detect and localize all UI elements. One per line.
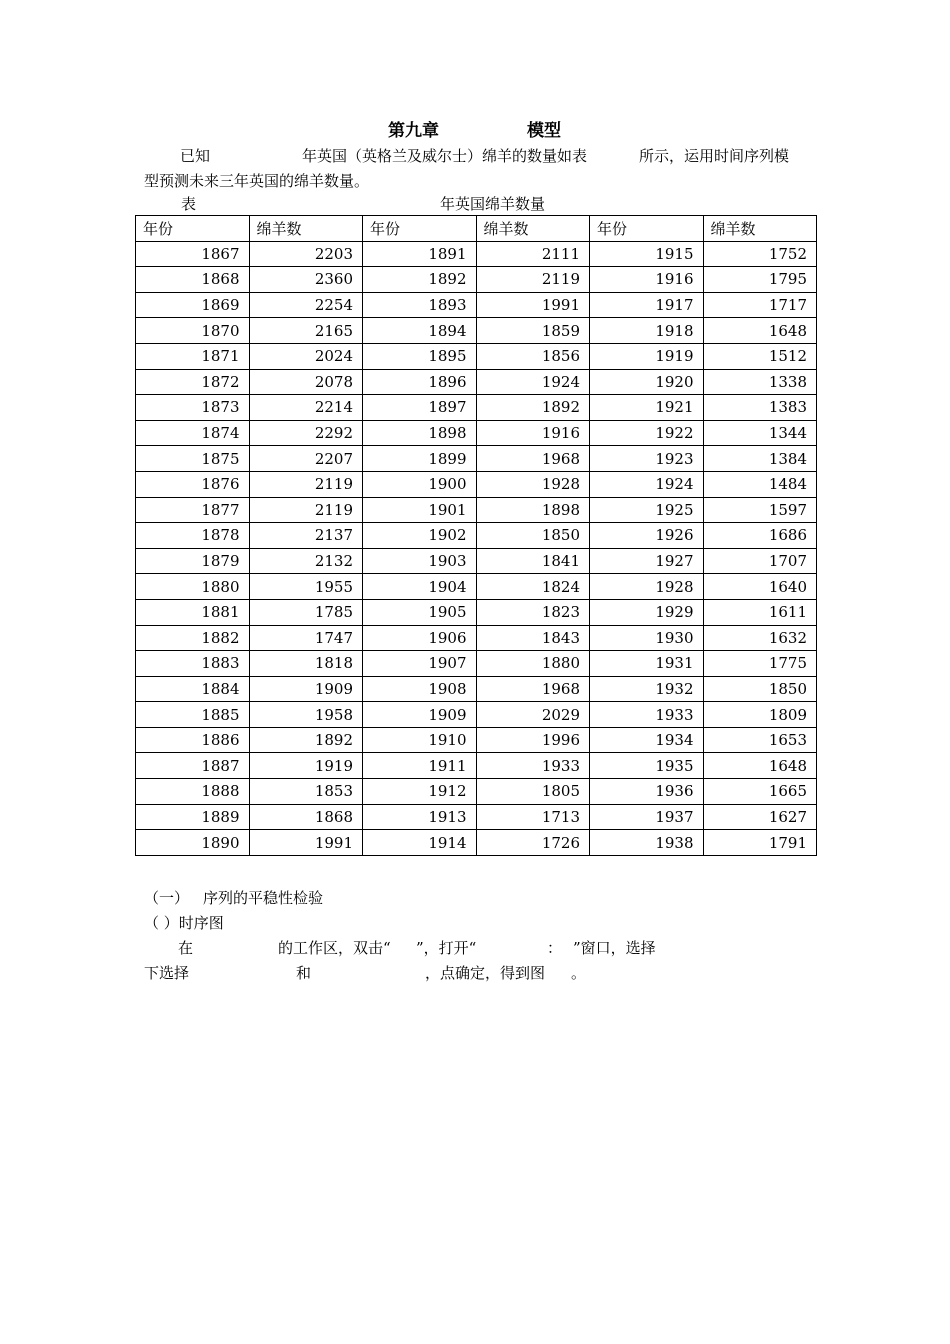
sheep-count-cell: 1795 <box>703 267 817 293</box>
sheep-count-cell: 1898 <box>476 497 590 523</box>
sheep-count-cell: 1916 <box>476 420 590 446</box>
sheep-count-cell: 1632 <box>703 625 817 651</box>
year-cell: 1929 <box>590 599 704 625</box>
sheep-count-cell: 2207 <box>249 446 363 472</box>
chapter-number: 第九章 <box>388 121 439 141</box>
para1-a: 在 <box>178 939 194 957</box>
table-row <box>136 343 817 369</box>
year-cell: 1928 <box>590 574 704 600</box>
sheep-count-cell: 1627 <box>703 804 817 830</box>
sheep-count-cell: 1909 <box>249 676 363 702</box>
year-cell: 1927 <box>590 548 704 574</box>
table-row <box>136 779 817 805</box>
table-header-cell: 年份 <box>136 216 250 242</box>
table-row <box>136 497 817 523</box>
table-row <box>136 753 817 779</box>
sheep-count-cell: 1850 <box>476 523 590 549</box>
sheep-count-cell: 2137 <box>249 523 363 549</box>
year-cell: 1894 <box>363 318 477 344</box>
sheep-count-cell: 1996 <box>476 727 590 753</box>
sheep-count-cell: 1818 <box>249 651 363 677</box>
table-header-cell: 绵羊数 <box>703 216 817 242</box>
year-cell: 1935 <box>590 753 704 779</box>
table-row <box>136 523 817 549</box>
sheep-count-cell: 1648 <box>703 753 817 779</box>
table-header-cell: 绵羊数 <box>249 216 363 242</box>
year-cell: 1916 <box>590 267 704 293</box>
year-cell: 1870 <box>136 318 250 344</box>
intro-part3: 所示，运用时间序列模 <box>639 147 790 165</box>
sheep-count-cell: 2111 <box>476 241 590 267</box>
para2-c: ，点确定，得到图 <box>425 964 546 982</box>
year-cell: 1873 <box>136 395 250 421</box>
sheep-count-cell: 1752 <box>703 241 817 267</box>
sheep-count-cell: 2203 <box>249 241 363 267</box>
sheep-count-cell: 1892 <box>476 395 590 421</box>
para2-a: 下选择 <box>144 964 190 982</box>
sheep-count-cell: 1859 <box>476 318 590 344</box>
table-header-cell: 绵羊数 <box>476 216 590 242</box>
year-cell: 1923 <box>590 446 704 472</box>
year-cell: 1917 <box>590 292 704 318</box>
table-row <box>136 625 817 651</box>
sheep-count-cell: 1726 <box>476 830 590 856</box>
sheep-count-cell: 1850 <box>703 676 817 702</box>
year-cell: 1921 <box>590 395 704 421</box>
year-cell: 1875 <box>136 446 250 472</box>
year-cell: 1937 <box>590 804 704 830</box>
sheep-count-cell: 2254 <box>249 292 363 318</box>
year-cell: 1890 <box>136 830 250 856</box>
sheep-count-cell: 1892 <box>249 727 363 753</box>
sheep-count-cell: 1805 <box>476 779 590 805</box>
sheep-count-cell: 1791 <box>703 830 817 856</box>
year-cell: 1904 <box>363 574 477 600</box>
table-header-cell: 年份 <box>363 216 477 242</box>
sheep-count-cell: 2132 <box>249 548 363 574</box>
year-cell: 1883 <box>136 651 250 677</box>
table-row <box>136 267 817 293</box>
sheep-count-cell: 1338 <box>703 369 817 395</box>
sheep-count-cell: 1824 <box>476 574 590 600</box>
sheep-count-cell: 2292 <box>249 420 363 446</box>
year-cell: 1897 <box>363 395 477 421</box>
year-cell: 1930 <box>590 625 704 651</box>
year-cell: 1901 <box>363 497 477 523</box>
table-row <box>136 548 817 574</box>
year-cell: 1922 <box>590 420 704 446</box>
year-cell: 1906 <box>363 625 477 651</box>
year-cell: 1887 <box>136 753 250 779</box>
year-cell: 1888 <box>136 779 250 805</box>
sheep-count-cell: 1991 <box>476 292 590 318</box>
sheep-count-cell: 1968 <box>476 676 590 702</box>
sheep-count-cell: 1843 <box>476 625 590 651</box>
section-heading-number: （一） <box>144 889 190 907</box>
model-title: 模型 <box>527 121 561 141</box>
sheep-count-cell: 1383 <box>703 395 817 421</box>
year-cell: 1918 <box>590 318 704 344</box>
year-cell: 1899 <box>363 446 477 472</box>
table-row <box>136 676 817 702</box>
year-cell: 1931 <box>590 651 704 677</box>
sheep-count-cell: 1991 <box>249 830 363 856</box>
sheep-count-cell: 1686 <box>703 523 817 549</box>
year-cell: 1880 <box>136 574 250 600</box>
year-cell: 1938 <box>590 830 704 856</box>
sheep-count-cell: 1640 <box>703 574 817 600</box>
table-row <box>136 395 817 421</box>
sheep-count-cell: 2119 <box>249 497 363 523</box>
year-cell: 1909 <box>363 702 477 728</box>
year-cell: 1914 <box>363 830 477 856</box>
para1-b: 的工作区，双击“ <box>278 939 391 957</box>
sheep-count-cell: 1933 <box>476 753 590 779</box>
sheep-count-cell: 1611 <box>703 599 817 625</box>
table-row <box>136 369 817 395</box>
table-row <box>136 599 817 625</box>
sheep-count-cell: 1785 <box>249 599 363 625</box>
year-cell: 1936 <box>590 779 704 805</box>
year-cell: 1919 <box>590 343 704 369</box>
intro-part2: 年英国（英格兰及威尔士）绵羊的数量如表 <box>302 147 588 165</box>
table-caption-label: 表 <box>181 195 197 213</box>
table-row <box>136 830 817 856</box>
year-cell: 1895 <box>363 343 477 369</box>
year-cell: 1896 <box>363 369 477 395</box>
year-cell: 1898 <box>363 420 477 446</box>
sheep-count-cell: 1384 <box>703 446 817 472</box>
sheep-count-cell: 1512 <box>703 343 817 369</box>
table-header-row <box>136 216 817 242</box>
table-header-cell: 年份 <box>590 216 704 242</box>
table-row <box>136 446 817 472</box>
year-cell: 1905 <box>363 599 477 625</box>
sheep-count-cell: 1955 <box>249 574 363 600</box>
year-cell: 1881 <box>136 599 250 625</box>
sheep-count-cell: 1823 <box>476 599 590 625</box>
year-cell: 1891 <box>363 241 477 267</box>
table-row <box>136 651 817 677</box>
year-cell: 1932 <box>590 676 704 702</box>
table-caption-title: 年英国绵羊数量 <box>440 195 546 213</box>
para2-b: 和 <box>296 964 312 982</box>
para1-c: ”，打开“ <box>416 939 477 957</box>
sheep-count-cell: 2119 <box>249 471 363 497</box>
sheep-count-cell: 1597 <box>703 497 817 523</box>
table-row <box>136 574 817 600</box>
sheep-count-cell: 1868 <box>249 804 363 830</box>
sheep-count-cell: 1713 <box>476 804 590 830</box>
sheep-table <box>135 215 817 856</box>
year-cell: 1900 <box>363 471 477 497</box>
sheep-count-cell: 1924 <box>476 369 590 395</box>
table-row <box>136 804 817 830</box>
sheep-count-cell: 2214 <box>249 395 363 421</box>
year-cell: 1893 <box>363 292 477 318</box>
table-row <box>136 241 817 267</box>
para1-e: ”窗口，选择 <box>573 939 656 957</box>
sheep-count-cell: 1856 <box>476 343 590 369</box>
para1-d: ： <box>547 939 563 957</box>
year-cell: 1882 <box>136 625 250 651</box>
year-cell: 1925 <box>590 497 704 523</box>
year-cell: 1872 <box>136 369 250 395</box>
year-cell: 1886 <box>136 727 250 753</box>
sheep-count-cell: 1707 <box>703 548 817 574</box>
year-cell: 1924 <box>590 471 704 497</box>
sheep-count-cell: 1665 <box>703 779 817 805</box>
sheep-count-cell: 2078 <box>249 369 363 395</box>
year-cell: 1926 <box>590 523 704 549</box>
year-cell: 1912 <box>363 779 477 805</box>
year-cell: 1892 <box>363 267 477 293</box>
table-row <box>136 318 817 344</box>
year-cell: 1902 <box>363 523 477 549</box>
year-cell: 1908 <box>363 676 477 702</box>
table-row <box>136 702 817 728</box>
sheep-count-cell: 1853 <box>249 779 363 805</box>
year-cell: 1933 <box>590 702 704 728</box>
year-cell: 1915 <box>590 241 704 267</box>
sheep-count-cell: 1747 <box>249 625 363 651</box>
sheep-count-cell: 2024 <box>249 343 363 369</box>
year-cell: 1885 <box>136 702 250 728</box>
year-cell: 1920 <box>590 369 704 395</box>
table-row <box>136 292 817 318</box>
year-cell: 1868 <box>136 267 250 293</box>
year-cell: 1876 <box>136 471 250 497</box>
year-cell: 1889 <box>136 804 250 830</box>
sheep-count-cell: 1775 <box>703 651 817 677</box>
year-cell: 1903 <box>363 548 477 574</box>
sheep-count-cell: 1880 <box>476 651 590 677</box>
table-row <box>136 471 817 497</box>
year-cell: 1878 <box>136 523 250 549</box>
sheep-count-cell: 1653 <box>703 727 817 753</box>
year-cell: 1871 <box>136 343 250 369</box>
intro-line2: 型预测未来三年英国的绵羊数量。 <box>144 172 370 190</box>
year-cell: 1911 <box>363 753 477 779</box>
year-cell: 1867 <box>136 241 250 267</box>
sheep-count-cell: 1484 <box>703 471 817 497</box>
sheep-count-cell: 2360 <box>249 267 363 293</box>
sheep-count-cell: 1717 <box>703 292 817 318</box>
year-cell: 1913 <box>363 804 477 830</box>
sheep-count-cell: 1928 <box>476 471 590 497</box>
sheep-count-cell: 1968 <box>476 446 590 472</box>
sheep-count-cell: 1958 <box>249 702 363 728</box>
year-cell: 1874 <box>136 420 250 446</box>
year-cell: 1934 <box>590 727 704 753</box>
section-heading-text: 序列的平稳性检验 <box>203 889 324 907</box>
table-body <box>136 241 817 855</box>
sheep-count-cell: 1648 <box>703 318 817 344</box>
subsection-heading: （ ）时序图 <box>144 914 224 932</box>
intro-part1: 已知 <box>180 147 211 165</box>
year-cell: 1879 <box>136 548 250 574</box>
table-row <box>136 420 817 446</box>
sheep-count-cell: 1919 <box>249 753 363 779</box>
year-cell: 1884 <box>136 676 250 702</box>
sheep-count-cell: 2119 <box>476 267 590 293</box>
sheep-count-cell: 1841 <box>476 548 590 574</box>
year-cell: 1907 <box>363 651 477 677</box>
year-cell: 1869 <box>136 292 250 318</box>
table-row <box>136 727 817 753</box>
year-cell: 1910 <box>363 727 477 753</box>
sheep-count-cell: 2029 <box>476 702 590 728</box>
year-cell: 1877 <box>136 497 250 523</box>
sheep-count-cell: 1344 <box>703 420 817 446</box>
sheep-count-cell: 2165 <box>249 318 363 344</box>
para2-d: 。 <box>571 964 587 982</box>
sheep-count-cell: 1809 <box>703 702 817 728</box>
